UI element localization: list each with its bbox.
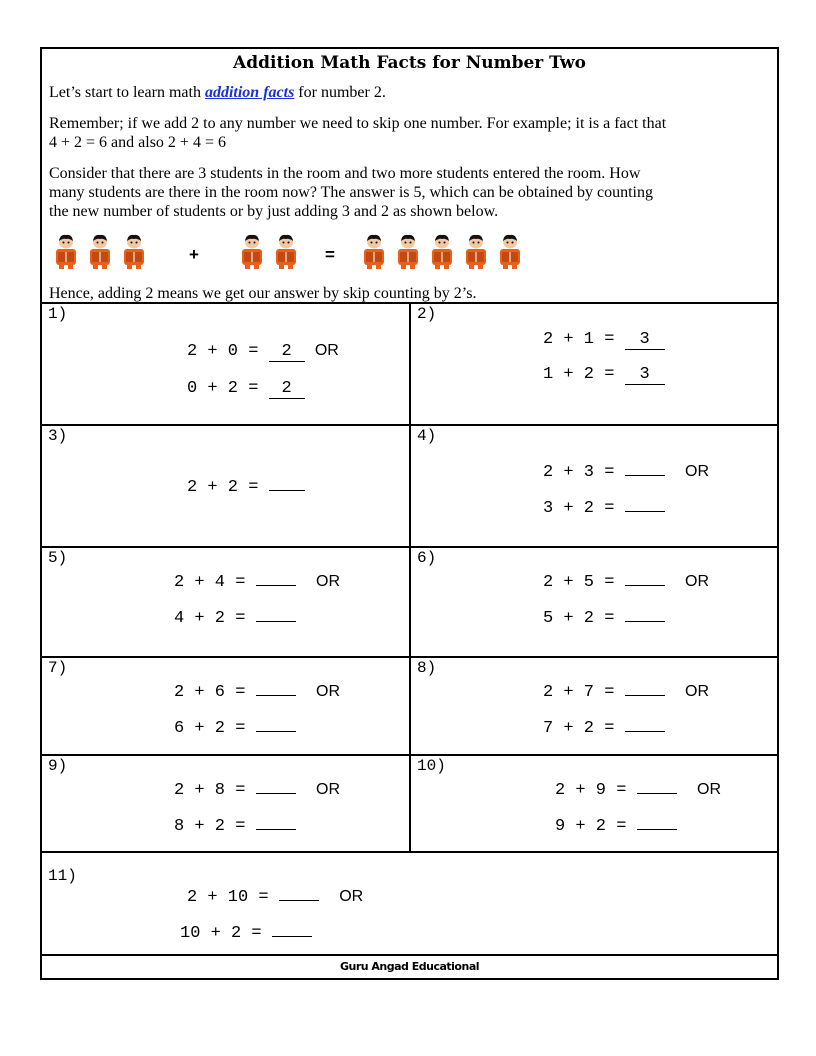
answer-blank[interactable]: 3 (625, 331, 665, 350)
problem-number: 9) (48, 757, 68, 775)
answer-blank[interactable] (256, 621, 296, 622)
equation-5b (174, 609, 296, 628)
answer-blank[interactable] (256, 585, 296, 586)
problem-number: 4) (417, 427, 437, 445)
equation-text: 2 + 5 = (543, 573, 625, 592)
or-label: OR (339, 888, 364, 905)
equation-7a (174, 683, 340, 702)
problem-number: 10) (417, 757, 446, 775)
hence-text: Hence, adding 2 means we get our answer by skip counting by 2’s. (49, 285, 477, 302)
student-reading-icon (238, 233, 266, 269)
equation-text: 4 + 2 = (174, 609, 256, 628)
equation-1a (187, 342, 339, 362)
consider-line-2: many students are there in the room now? The answer is 5, which can be obtained by counting (49, 184, 653, 201)
equation-10b (555, 817, 677, 836)
student-reading-icon (120, 233, 148, 269)
addition-facts-link[interactable]: addition facts (204, 84, 295, 101)
equation-text: 2 + 10 = (187, 888, 279, 907)
equation-8a (543, 683, 709, 702)
equation-text: 2 + 9 = (555, 781, 637, 800)
equation-text: 9 + 2 = (555, 817, 637, 836)
problem-number: 1) (48, 305, 68, 323)
equation-text: 6 + 2 = (174, 719, 256, 738)
equation-4a (543, 463, 709, 482)
equation-text: 2 + 2 = (187, 478, 269, 497)
equation-3a (187, 478, 305, 497)
problem-number: 5) (48, 549, 68, 567)
problem-2 (411, 304, 777, 424)
answer-blank[interactable]: 2 (269, 380, 305, 399)
problem-9 (42, 756, 409, 851)
equation-5a (174, 573, 340, 592)
problem-1 (42, 304, 409, 424)
equation-11b (180, 924, 312, 943)
student-reading-icon (52, 233, 80, 269)
student-reading-icon (360, 233, 388, 269)
answer-blank[interactable] (272, 936, 312, 937)
remember-line-2: 4 + 2 = 6 and also 2 + 4 = 6 (49, 134, 226, 151)
answer-blank[interactable] (256, 695, 296, 696)
or-label: OR (316, 683, 341, 700)
equation-1b (187, 379, 305, 399)
equation-text: 2 + 8 = (174, 781, 256, 800)
answer-blank[interactable] (625, 621, 665, 622)
answer-blank[interactable] (637, 829, 677, 830)
equation-9a (174, 781, 340, 800)
answer-blank[interactable] (637, 793, 677, 794)
equation-2a (543, 330, 665, 350)
equals-sign: = (325, 245, 335, 264)
problem-8 (411, 658, 777, 754)
intro-before: Let’s start to learn math (49, 84, 205, 101)
student-reading-icon (462, 233, 490, 269)
problem-number: 2) (417, 305, 437, 323)
equation-7b (174, 719, 296, 738)
answer-blank[interactable] (256, 829, 296, 830)
equation-6a (543, 573, 709, 592)
problem-number: 3) (48, 427, 68, 445)
answer-blank[interactable] (256, 731, 296, 732)
or-label: OR (697, 781, 722, 798)
equation-text: 2 + 1 = (543, 330, 625, 349)
answer-blank[interactable] (269, 490, 305, 491)
student-reading-icon (86, 233, 114, 269)
answer-blank[interactable]: 2 (269, 343, 305, 362)
plus-sign: + (189, 245, 199, 264)
answer-blank[interactable] (625, 511, 665, 512)
equation-text: 2 + 0 = (187, 342, 269, 361)
equation-text: 2 + 4 = (174, 573, 256, 592)
problem-number: 8) (417, 659, 437, 677)
answer-blank[interactable] (256, 793, 296, 794)
equation-text: 10 + 2 = (180, 924, 272, 943)
equation-2b (543, 365, 665, 385)
consider-line-1: Consider that there are 3 students in the room and two more students entered the room. How (49, 165, 641, 182)
problem-7 (42, 658, 409, 754)
problem-6 (411, 548, 777, 656)
equation-text: 2 + 3 = (543, 463, 625, 482)
students-illustration (48, 233, 568, 269)
or-label: OR (685, 683, 710, 700)
intro-after: for number 2. (294, 84, 386, 101)
remember-paragraph (49, 114, 777, 152)
problem-10 (411, 756, 777, 851)
equation-9b (174, 817, 296, 836)
equation-text: 2 + 6 = (174, 683, 256, 702)
or-label: OR (685, 573, 710, 590)
problem-3 (42, 426, 409, 546)
page-title: Addition Math Facts for Number Two (233, 53, 586, 73)
equation-text: 8 + 2 = (174, 817, 256, 836)
or-label: OR (314, 342, 339, 359)
equation-10a (555, 781, 721, 800)
equation-text: 0 + 2 = (187, 379, 269, 398)
problem-5 (42, 548, 409, 656)
intro-text (49, 83, 777, 102)
student-reading-icon (394, 233, 422, 269)
equation-text: 7 + 2 = (543, 719, 625, 738)
footer-credit: Guru Angad Educational (42, 954, 777, 978)
consider-paragraph (49, 164, 777, 221)
problem-11 (42, 853, 777, 958)
equation-8b (543, 719, 665, 738)
problems-grid (42, 302, 777, 960)
equation-6b (543, 609, 665, 628)
equation-text: 5 + 2 = (543, 609, 625, 628)
equation-text: 3 + 2 = (543, 499, 625, 518)
student-reading-icon (428, 233, 456, 269)
answer-blank[interactable] (625, 585, 665, 586)
answer-blank[interactable] (625, 475, 665, 476)
problem-4 (411, 426, 777, 546)
equation-4b (543, 499, 665, 518)
worksheet (40, 47, 779, 980)
equation-text: 1 + 2 = (543, 365, 625, 384)
or-label: OR (685, 463, 710, 480)
student-reading-icon (272, 233, 300, 269)
consider-line-3: the new number of students or by just adding 3 and 2 as shown below. (49, 203, 499, 220)
problem-number: 6) (417, 549, 437, 567)
answer-blank[interactable] (625, 695, 665, 696)
answer-blank[interactable] (279, 900, 319, 901)
or-label: OR (316, 573, 341, 590)
remember-line-1: Remember; if we add 2 to any number we need to skip one number. For example; it is a fact that (49, 115, 667, 132)
problem-number: 7) (48, 659, 68, 677)
student-reading-icon (496, 233, 524, 269)
equation-11a (187, 888, 363, 907)
equation-text: 2 + 7 = (543, 683, 625, 702)
problem-number: 11) (48, 867, 77, 885)
answer-blank[interactable] (625, 731, 665, 732)
or-label: OR (316, 781, 341, 798)
answer-blank[interactable]: 3 (625, 366, 665, 385)
